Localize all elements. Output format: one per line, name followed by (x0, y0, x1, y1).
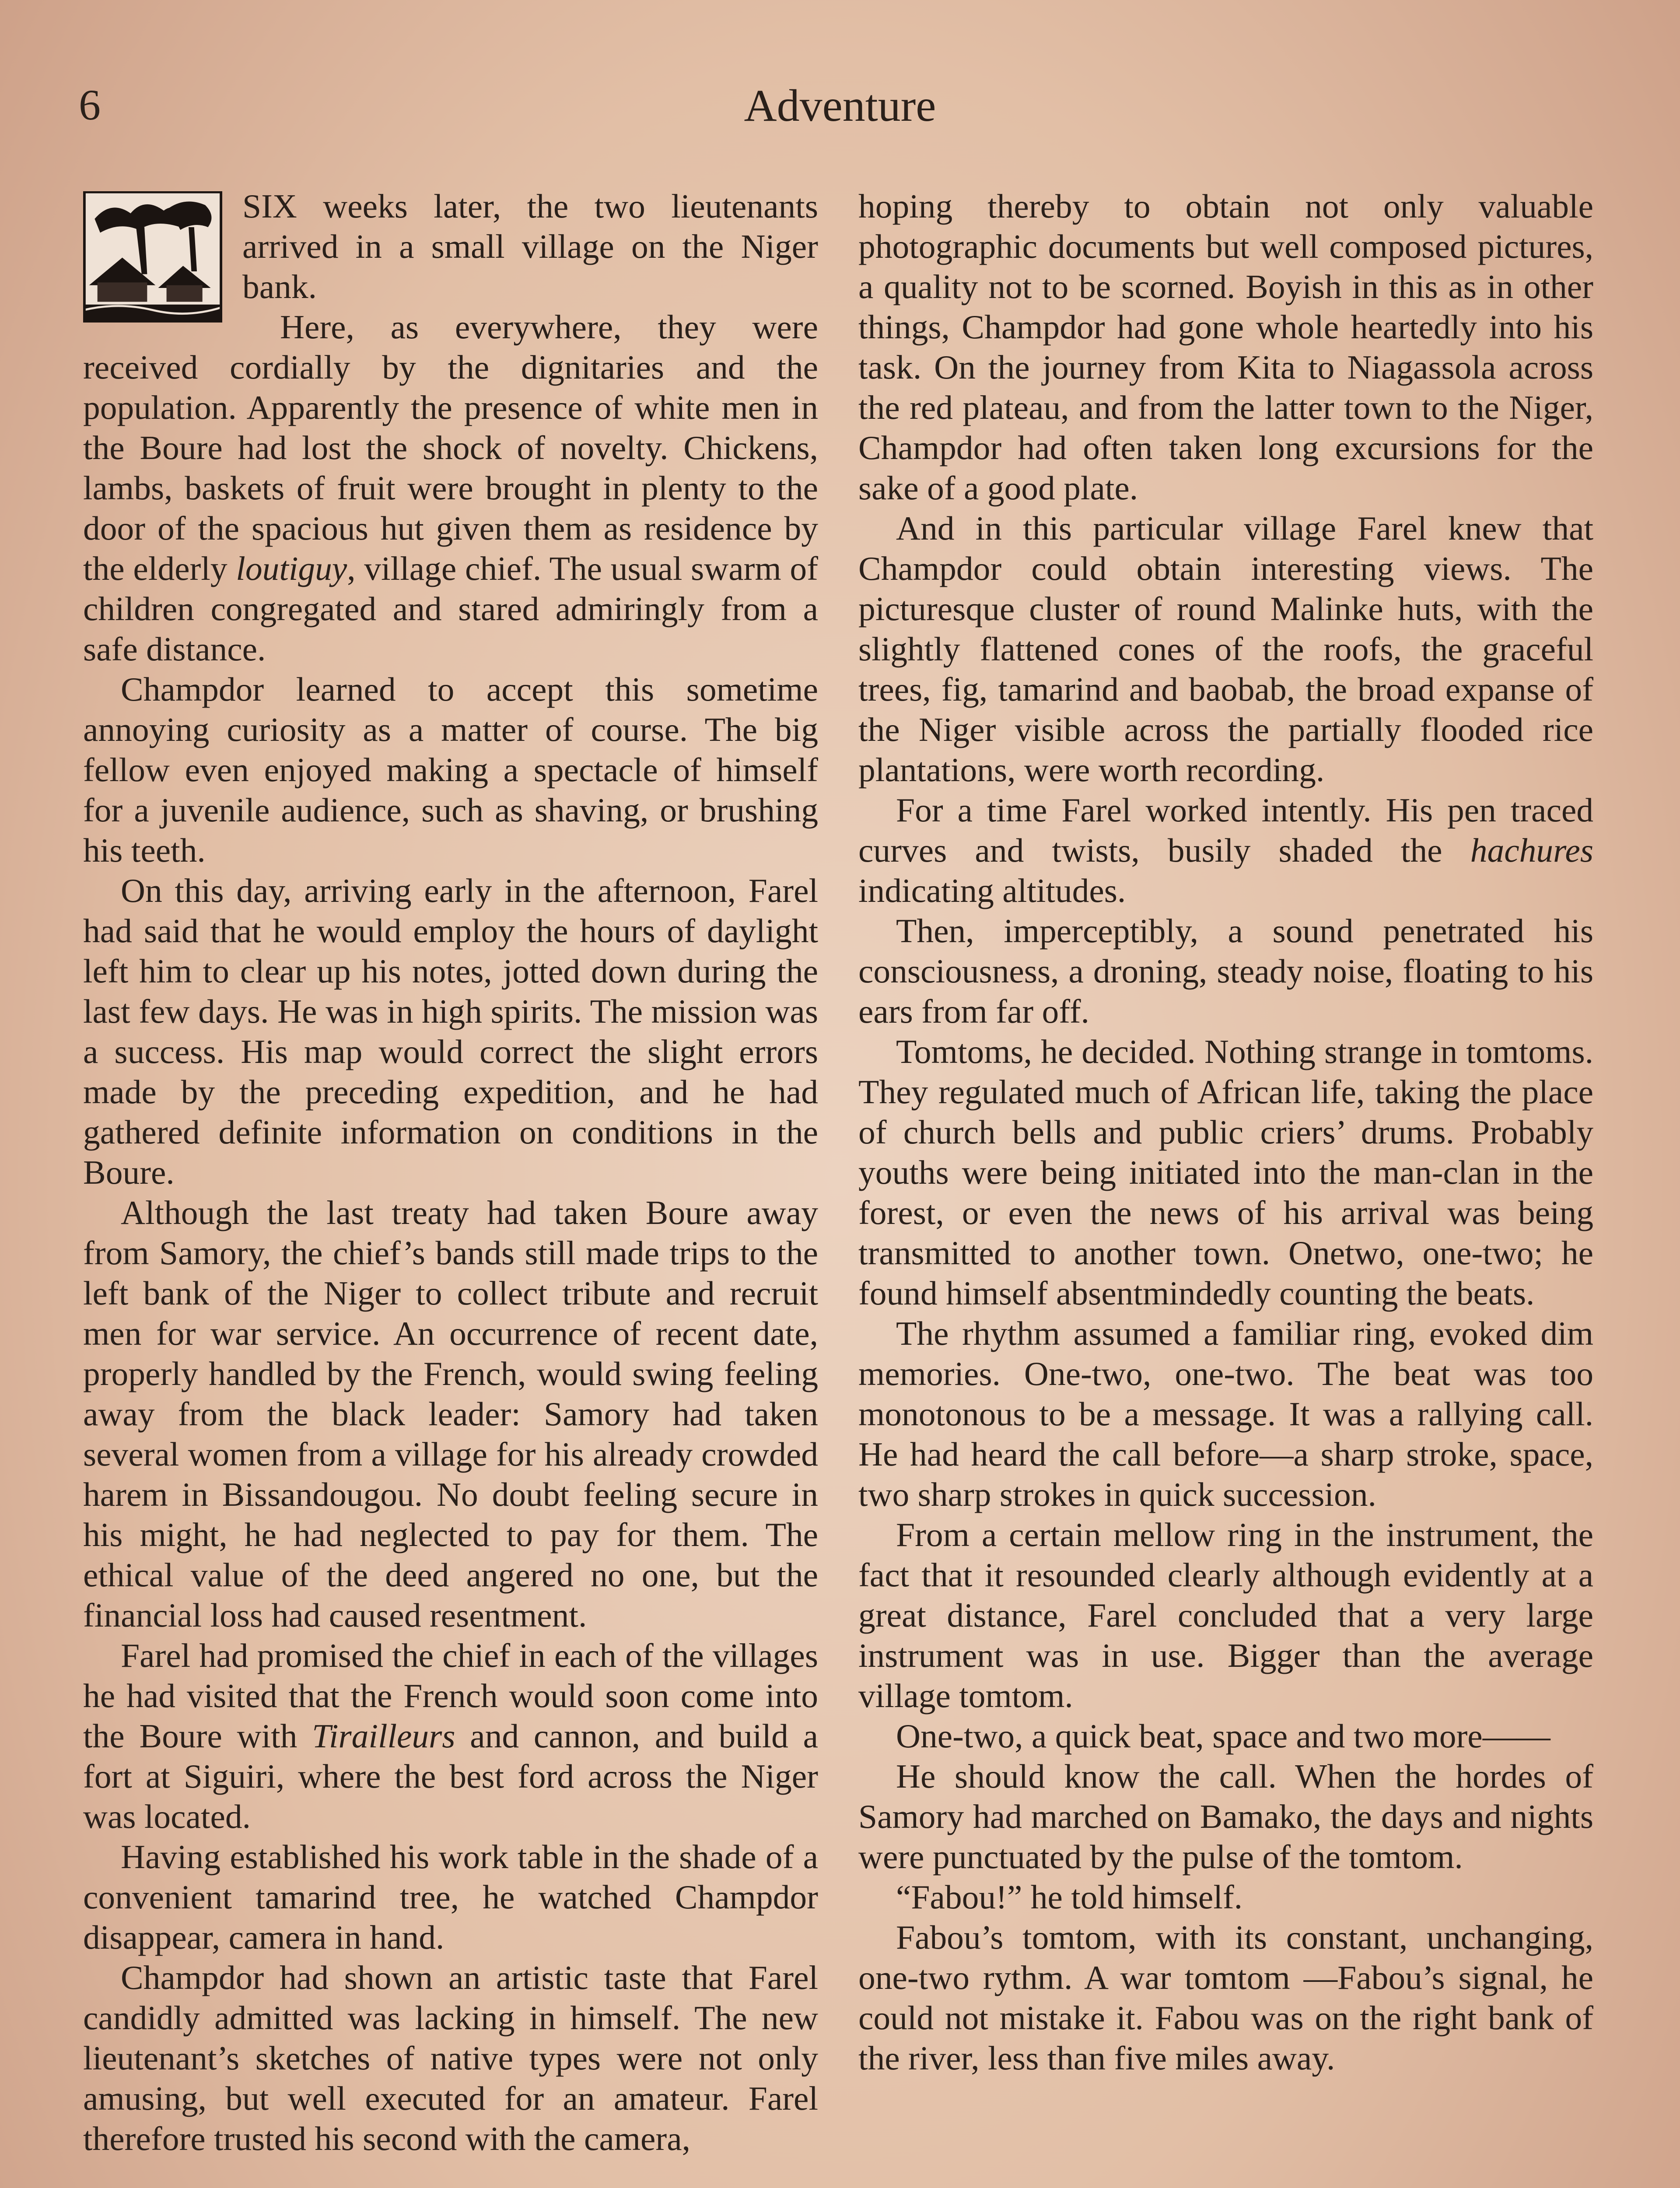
paragraph: And in this particular village Farel knew that Champdor could obtain interesting views. The picturesque cluster of round Malinke huts, with the slightly flattened cones of the roofs, the graceful trees, fig, tamarind and baobab, the broad expanse of the Niger visible across the partially flooded rice plantations, were worth recording. (858, 509, 1593, 789)
left-column (83, 186, 818, 2159)
continued-paragraph: hoping thereby to obtain not only valuable photographic documents but well composed pictures, a quality not to be scorned. Boyish in this as in other things, Champdor had gone whole heartedly into his task. On the journey from Kita to Niagassola across the red plateau, and from the latter town to the Niger, Champdor had often taken long excursions for the sake of a good plate. (858, 187, 1593, 507)
paragraph: He should know the call. When the hordes of Samory had marched on Bamako, the days and nights were punctuated by the pulse of the tomtom. (858, 1757, 1593, 1876)
paragraph: Although the last treaty had taken Boure away from Samory, the chief’s bands still made trips to the left bank of the Niger to collect tribute and recruit men for war service. An occurrence of recent date, properly handled by the French, would swing feeling away from the black leader: Samory had taken several women from a village for his already crowded harem in Bissandougou. No doubt feeling secure in his might, he had neglected to pay for them. The ethical value of the deed angered no one, but the financial loss had caused resentment. (83, 1194, 818, 1634)
page-number: 6 (79, 81, 101, 129)
paragraph: Fabou’s tomtom, with its constant, unchanging, one-two rythm. A war tomtom —Fabou’s signal, he could not mistake it. Fabou was on the right bank of the river, less than five miles away. (858, 1918, 1593, 2077)
opening-paragraph (83, 186, 818, 307)
opening-paragraph-text: SIX weeks later, the two lieutenants arrived in a small village on the Niger bank. (242, 187, 818, 305)
paragraph: From a certain mellow ring in the instrument, the fact that it resounded clearly although evidently at a great distance, Farel concluded that a very large instrument was in use. Bigger than the average village tomtom. (858, 1516, 1593, 1715)
paragraph: Tomtoms, he decided. Nothing strange in tomtoms. They regulated much of African life, taking the place of church bells and public criers’ drums. Probably youths were being initiated into the man-clan in the forest, or even the news of his arrival was being transmitted to another town. Onetwo, one-two; he found himself absentmindedly counting the beats. (858, 1033, 1593, 1312)
paragraph: Having established his work table in the shade of a convenient tamarind tree, he watched Champdor disappear, camera in hand. (83, 1838, 818, 1956)
right-column (858, 186, 1593, 2078)
paragraph: For a time Farel worked intently. His pen traced curves and twists, busily shaded the hachures indicating altitudes. (858, 791, 1593, 909)
magazine-title: Adventure (744, 81, 936, 131)
italic-term: hachures (1470, 831, 1593, 869)
paragraph: Champdor had shown an artistic taste that Farel candidly admitted was lacking in himself. The new lieutenant’s sketches of native types were not only amusing, but well executed for an amateur. Farel therefore trusted his second with the camera, (83, 1959, 818, 2157)
paragraph: Here, as everywhere, they were received cordially by the dignitaries and the population. Apparently the presence of white men in the Boure had lost the shock of novelty. Chickens, lambs, baskets of fruit were brought in plenty to the door of the spacious hut given them as residence by the elderly loutiguy, village chief. The usual swarm of children congregated and stared admiringly from a safe distance. (83, 308, 818, 668)
paragraph: The rhythm assumed a familiar ring, evoked dim memories. One-two, one-two. The beat was too monotonous to be a message. It was a rallying call. He had heard the call before—a sharp stroke, space, two sharp strokes in quick succession. (858, 1315, 1593, 1513)
paragraph: Farel had promised the chief in each of the villages he had visited that the French would soon come into the Boure with Tirailleurs and cannon, and build a fort at Siguiri, where the best ford across the Niger was located. (83, 1637, 818, 1835)
paragraph: On this day, arriving early in the afternoon, Farel had said that he would employ the hours of daylight left him to clear up his notes, jotted down during the last few days. He was in high spirits. The mission was a success. His map would correct the slight errors made by the preceding expedition, and he had gathered definite information on conditions in the Boure. (83, 872, 818, 1191)
italic-term: Tirailleurs (312, 1717, 455, 1755)
paragraph: Champdor learned to accept this sometime annoying curiosity as a matter of course. The big fellow even enjoyed making a spectacle of himself for a juvenile audience, such as shaving, or brushing his teeth. (83, 670, 818, 869)
italic-term: loutiguy (236, 550, 347, 587)
village-vignette-icon (83, 191, 222, 323)
paragraph: Then, imperceptibly, a sound penetrated his consciousness, a droning, steady noise, floating to his ears from far off. (858, 912, 1593, 1030)
paragraph: One-two, a quick beat, space and two more—— (896, 1717, 1550, 1755)
paragraph: “Fabou!” he told himself. (896, 1878, 1243, 1916)
